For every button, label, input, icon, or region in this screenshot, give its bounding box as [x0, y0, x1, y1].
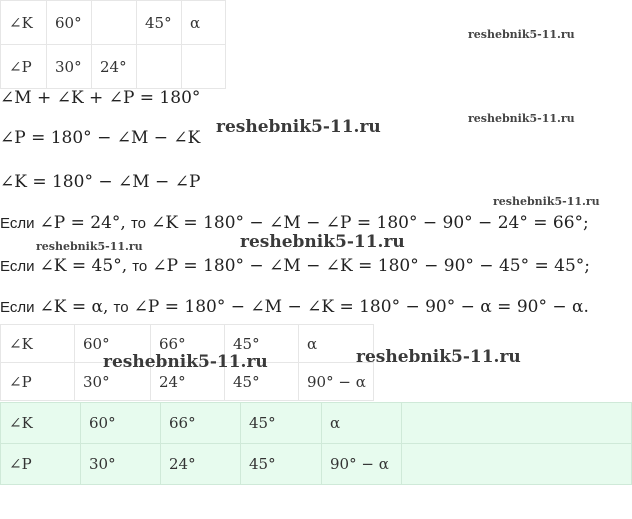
table-cell: 60°: [81, 403, 161, 444]
case-condition: ∠K = 45°,: [39, 256, 128, 276]
table-cell: ∠P: [1, 363, 75, 401]
table-cell: 60°: [47, 1, 92, 45]
angles-table-answer: [0, 402, 632, 485]
table-cell: 66°: [161, 403, 241, 444]
table-row: [1, 45, 226, 89]
angles-table-given: [0, 0, 226, 89]
watermark: reshebnik5-11.ru: [468, 28, 575, 41]
watermark: reshebnik5-11.ru: [103, 352, 268, 372]
table-row: [1, 444, 632, 485]
table-cell: [182, 45, 226, 89]
case-word: Если: [0, 299, 35, 316]
table-cell: ∠K: [1, 1, 47, 45]
table-cell: α: [182, 1, 226, 45]
case-then: то: [113, 299, 129, 316]
case-line-3: [0, 297, 589, 317]
table-row: [1, 1, 226, 45]
table-cell: ∠P: [1, 444, 81, 485]
table-cell: 45°: [241, 403, 322, 444]
table-row: [1, 403, 632, 444]
equation-angle-sum: ∠M + ∠K + ∠P = 180°: [0, 88, 201, 108]
table-cell: α: [322, 403, 402, 444]
watermark: reshebnik5-11.ru: [356, 347, 521, 367]
watermark: reshebnik5-11.ru: [468, 112, 575, 125]
table-cell: 30°: [81, 444, 161, 485]
case-word: Если: [0, 215, 35, 232]
watermark: reshebnik5-11.ru: [240, 232, 405, 252]
table-cell: 90° − α: [322, 444, 402, 485]
case-then: то: [132, 258, 148, 275]
table-cell: 24°: [151, 363, 225, 401]
table-cell: 45°: [225, 325, 299, 363]
table-cell: 30°: [75, 363, 151, 401]
case-then: то: [130, 215, 146, 232]
table-cell: ∠K: [1, 403, 81, 444]
watermark: reshebnik5-11.ru: [216, 117, 381, 137]
table-cell: α: [299, 325, 374, 363]
table-cell: 45°: [241, 444, 322, 485]
watermark: reshebnik5-11.ru: [493, 195, 600, 208]
watermark: reshebnik5-11.ru: [36, 240, 143, 253]
table-cell: [92, 1, 137, 45]
table-cell: 45°: [137, 1, 182, 45]
case-result: ∠P = 180° − ∠M − ∠K = 180° − 90° − α = 90° − α.: [133, 297, 589, 317]
case-result: ∠P = 180° − ∠M − ∠K = 180° − 90° − 45° = 45°;: [152, 256, 591, 276]
case-line-1: [0, 213, 589, 233]
case-condition: ∠K = α,: [39, 297, 109, 317]
case-line-2: [0, 256, 590, 276]
table-cell: 45°: [225, 363, 299, 401]
table-cell: 66°: [151, 325, 225, 363]
table-cell: 30°: [47, 45, 92, 89]
equation-k: ∠K = 180° − ∠M − ∠P: [0, 172, 201, 192]
table-cell-empty: [402, 403, 632, 444]
case-condition: ∠P = 24°,: [39, 213, 126, 233]
table-cell: ∠K: [1, 325, 75, 363]
table-cell: 90° − α: [299, 363, 374, 401]
table-cell: [137, 45, 182, 89]
case-result: ∠K = 180° − ∠M − ∠P = 180° − 90° − 24° = 66°;: [151, 213, 589, 233]
table-cell: 24°: [161, 444, 241, 485]
case-word: Если: [0, 258, 35, 275]
table-cell: 60°: [75, 325, 151, 363]
table-cell-empty: [402, 444, 632, 485]
table-cell: ∠P: [1, 45, 47, 89]
table-cell: 24°: [92, 45, 137, 89]
equation-p: ∠P = 180° − ∠M − ∠K: [0, 128, 201, 148]
